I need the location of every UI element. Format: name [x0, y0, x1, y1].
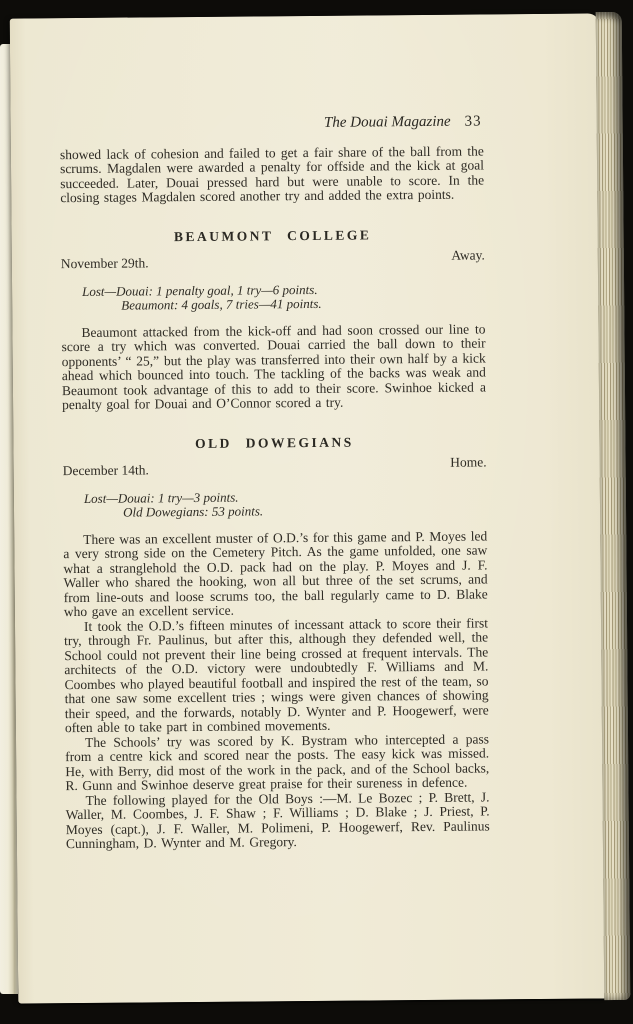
section-heading-beaumont: BEAUMONT COLLEGE — [173, 226, 372, 244]
magazine-page — [10, 13, 609, 1003]
match-report-paragraph: Beaumont attacked from the kick-off and had soon crossed our line to score a try which was converted. Douai carried the ball down to their opponents’ “ 25,” but the play was transferred into their own half by a kick ahead which bounced into touch. The tackling of the backs was weak and Beaumont took advantage of this to add to their score. Swinhoe kicked a penalty goal for Douai and O’Connor scored a try. — [61, 320, 487, 413]
section-heading-old-dowegians: OLD DOWEGIANS — [195, 434, 354, 451]
match-report-paragraph: It took the O.D.’s fifteen minutes of incessant attack to score their first try, through Fr. Paulinus, but after this, although they defended well, the School could not prevent their line being crossed at frequent intervals. The architects of the O.D. victory were undoubtedly F. Williams and M. Coombes who played beautiful football and inspired the rest of the team, so that one saw some excellent tries ; wings were given chances of showing their speed, and the forwards, notably D. Wynter and P. Hoogewerf, were often able to take part in combined movements. — [64, 614, 489, 736]
match-meta-row — [62, 454, 487, 479]
match-result-block — [63, 488, 487, 521]
match-report-paragraph: There was an excellent muster of O.D.’s for this game and P. Moyes led a very strong side on the Cemetery Pitch. As the game unfolded, one saw what a stranglehold the O.D. pack had on the play. P. Moyes and J. F. Waller who shared the hooking, won all but three of the set scrums, and from line-outs and loose scrums too, the ball regularly came to D. Blake who gave an excellent service. — [63, 527, 488, 620]
result-line-opponent: Old Dowegians: 53 points. — [122, 503, 264, 520]
result-line-douai: Lost—Douai: 1 try—3 points. — [83, 489, 239, 506]
result-line-opponent: Beaumont: 4 goals, 7 tries—41 points. — [121, 295, 322, 313]
players-list-paragraph: The following played for the Old Boys :—M. Le Bozec ; P. Brett, J. Waller, M. Coombes, J. F. Shaw ; F. Williams ; D. Blake ; J. Priest, P. Moyes (capt.), J. F. Waller, M. Polimeni, P. Hoogewerf, Rev. Paulinus Cunningham, D. Wynter and M. Gregory. — [65, 788, 490, 852]
match-report-paragraph: The Schools’ try was scored by K. Bystram who intercepted a pass from a centre kick and scored near the posts. The easy kick was missed. He, with Berry, did most of the work in the pack, and of the School backs, R. Gunn and Swinhoe deserve great praise for their sureness in defence. — [65, 730, 490, 794]
page-text-block — [60, 114, 490, 851]
page-number: 33 — [464, 113, 482, 130]
intro-paragraph: showed lack of cohesion and failed to get a fair share of the ball from the scrums. Magdalen were awarded a penalty for offside and the kick at goal succeeded. Later, Douai pressed hard but were unable to score. In the closing stages Magdalen scored another try and added the extra points. — [59, 142, 485, 206]
magazine-title: The Douai Magazine — [323, 113, 451, 131]
running-header — [60, 114, 482, 132]
match-meta-row — [60, 247, 485, 272]
result-line-douai: Lost—Douai: 1 penalty goal, 1 try—6 points. — [82, 281, 318, 299]
match-result-block — [61, 281, 485, 314]
match-date: November 29th. — [60, 255, 149, 272]
match-venue: Home. — [450, 454, 487, 470]
match-venue: Away. — [451, 247, 485, 263]
section-beaumont-college — [61, 227, 487, 413]
match-date: December 14th. — [62, 462, 149, 479]
section-old-dowegians — [62, 434, 490, 852]
